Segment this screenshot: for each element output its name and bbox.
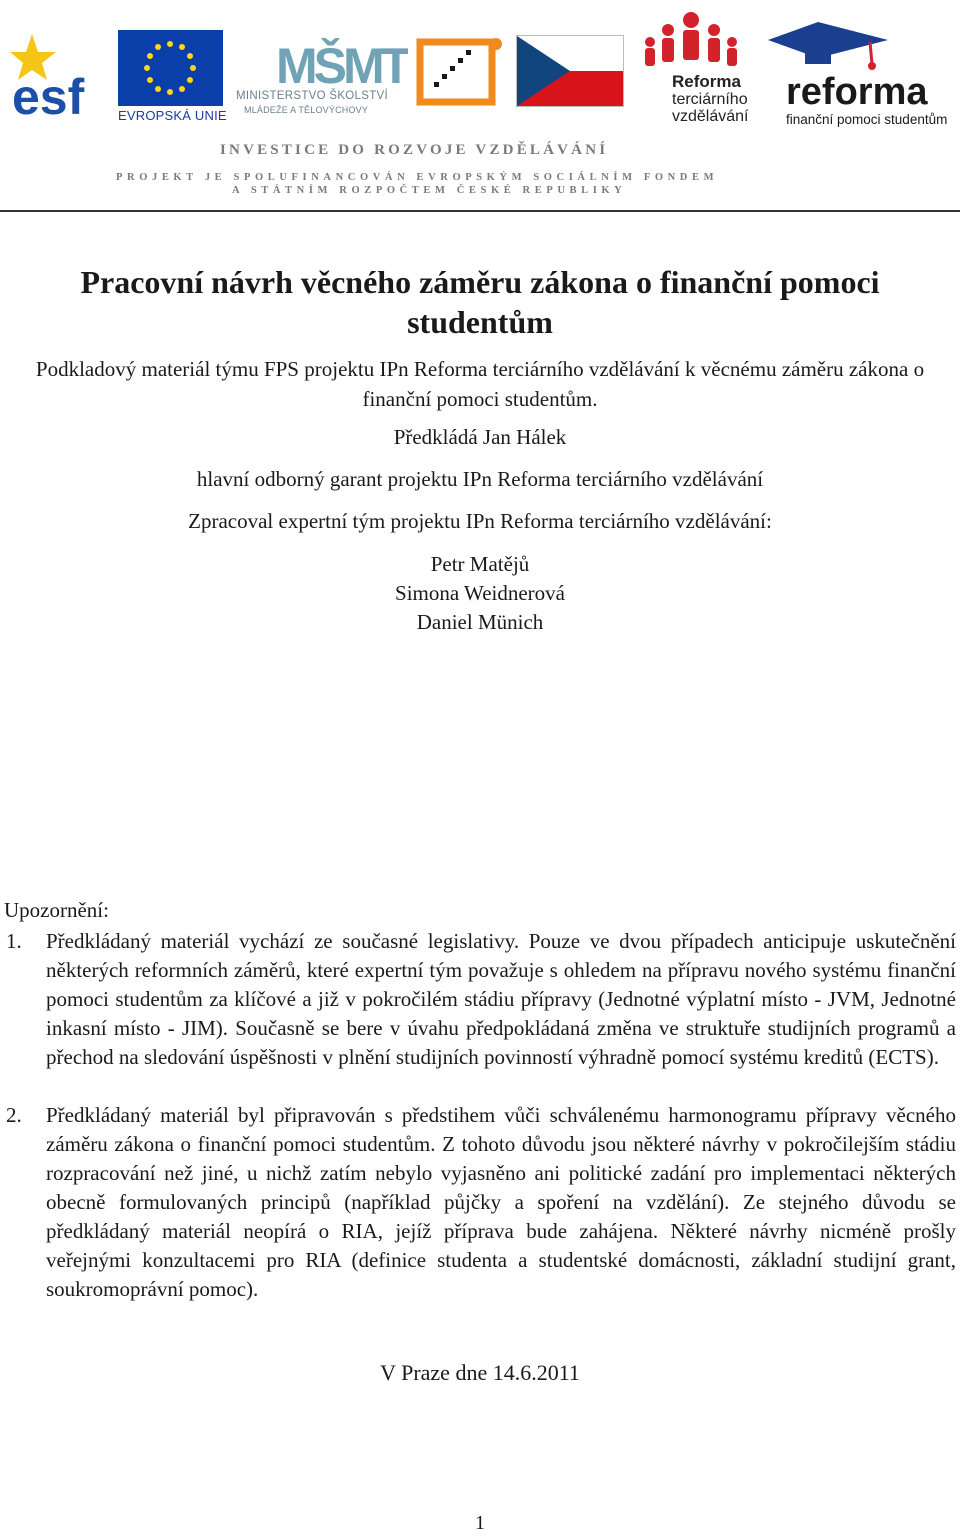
page-number: 1 [475,1512,485,1534]
document-title: Pracovní návrh věcného záměru zákona o finanční pomoci studentům [80,264,880,340]
header-divider [0,210,960,212]
note-number: 1. [6,929,22,953]
note-text: Předkládaný materiál vychází ze současné legislativy. Pouze ve dvou případech anticipuje uskutečnění některých reformních záměrů, které expertní tým považuje s ohledem na přípravu nového systému finanční pomoci studentům za klíčové a již v pokročilém stádiu přípravy (Jednotné výplatní místo - JVM, Jednotné inkasní místo - JIM). Současně se bere v úvahu předpokládaná změna ve struktuře studijních programů a přechod na sledování úspěšnosti v plnění studijních povinností výhradně pomocí systému kreditů (ECTS). [46,929,956,1069]
reforma-tv-line1: Reforma [672,72,741,91]
reforma-tv-line3: vzdělávání [672,108,749,125]
eu-label: EVROPSKÁ UNIE [118,108,227,123]
author-name: Daniel Münich [416,610,544,634]
eu-flag-icon [118,30,223,106]
project-funding-line-1: PROJEKT JE SPOLUFINANCOVÁN EVROPSKÝM SOCIÁLNÍM FONDEM [116,172,719,183]
op-vk-logo [412,32,508,112]
svg-text:reforma: reforma [786,71,928,113]
note-text: Předkládaný materiál byl připravován s předstihem vůči schválenému harmonogramu přípravy věcného záměru zákona o finanční pomoci studentům. Z tohoto důvodu jsou některé návrhy v pokročilejším stádiu rozpracování než jiné, u nichž zatím nebylo vyjasněno ani politické zadání pro implementaci některých obecně formulovaných principů (například půjčky a spoření na vzdělání). Ze stejného důvodu se předkládaný materiál neopírá o RIA, jejíž příprava bude zahájena. Některé návrhy nicméně prošly veřejnými konzultacemi pro RIA (definice studenta a studentské domácnosti, základní studijní grant, soukromoprávní pomoc). [46,1103,956,1301]
presenter: Předkládá Jan Hálek [393,425,567,449]
investment-slogan: INVESTICE DO ROZVOJE VZDĚLÁVÁNÍ [220,142,609,158]
reforma-tv-line2: terciárního [672,91,748,108]
author-name: Simona Weidnerová [395,581,565,605]
note-number: 2. [6,1103,22,1127]
author-list [0,550,960,637]
garant-role: hlavní odborný garant projektu IPn Reforma terciárního vzdělávání [196,467,764,491]
svg-text:esf: esf [12,69,85,118]
author-name: Petr Matějů [430,552,530,576]
note-item [0,1101,960,1304]
eu-logo [118,30,228,122]
svg-text:MŠMT: MŠMT [276,38,408,90]
czech-flag-icon [516,35,624,107]
note-item [0,927,960,1072]
msmt-label-youth: MLÁDEŽE A TĚLOVÝCHOVY [244,105,369,115]
reforma-fps-logo [760,18,956,130]
msmt-logo [236,28,408,120]
esf-logo [10,30,110,118]
svg-text:finanční pomoci studentům: finanční pomoci studentům [786,112,948,127]
team-intro: Zpracoval expertní tým projektu IPn Reforma terciárního vzdělávání: [188,509,772,533]
document-subtitle: Podkladový materiál týmu FPS projektu IPn Reforma terciárního vzdělávání k věcnému záměru zákona o finanční pomoci studentům. [35,357,925,411]
notice-label: Upozornění: [4,898,109,922]
msmt-label-ministry: MINISTERSTVO ŠKOLSTVÍ [236,90,388,102]
project-funding-line-2: A STÁTNÍM ROZPOČTEM ČESKÉ REPUBLIKY [232,185,627,196]
document-date: V Praze dne 14.6.2011 [380,1360,580,1385]
reforma-tv-logo [628,8,754,130]
